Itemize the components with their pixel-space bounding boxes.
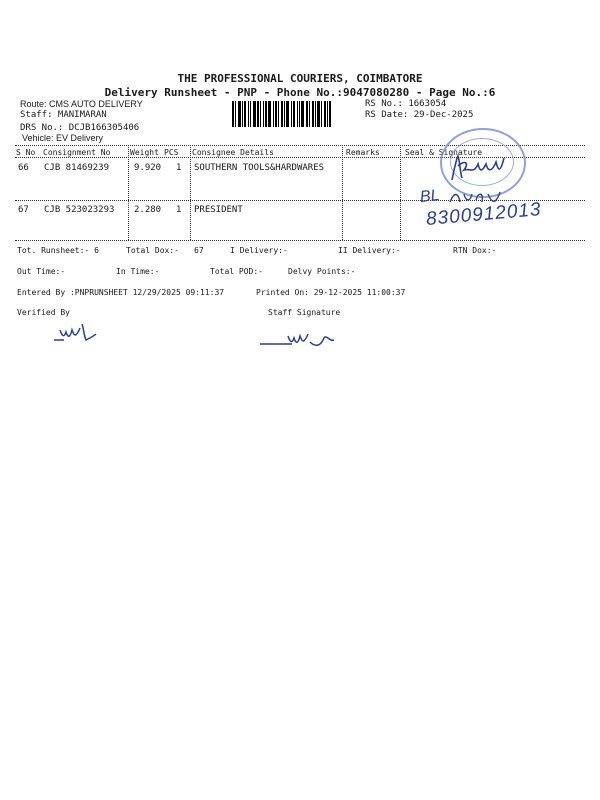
row-pcs: 1: [176, 163, 182, 173]
row-consignee: SOUTHERN TOOLS&HARDWARES: [194, 163, 325, 173]
i-delivery: I Delivery:-: [230, 246, 288, 255]
col-header-weight: Weight: [130, 148, 159, 157]
row-sno: 66: [18, 163, 29, 173]
row-pcs: 1: [176, 205, 182, 215]
rs-date: RS Date: 29-Dec-2025: [365, 110, 474, 120]
col-divider-weight: [128, 145, 129, 240]
verifier-signature: [50, 320, 100, 344]
col-header-remarks: Remarks: [346, 148, 380, 157]
total-pod: Total POD:-: [210, 267, 263, 276]
staff-label: Staff: MANIMARAN: [20, 110, 107, 120]
total-dox-label: Total Dox:-: [126, 246, 179, 255]
table-bottom-rule: [15, 240, 585, 241]
col-header-consignee: Consignee Details: [192, 148, 274, 157]
row-consignee: PRESIDENT: [194, 205, 243, 215]
drs-number: DRS No.: DCJB166305406: [20, 123, 140, 133]
col-divider-consignee: [190, 145, 191, 240]
staff-signature-label: Staff Signature: [268, 308, 341, 317]
delvy-points: Delvy Points:-: [288, 267, 356, 276]
col-header-seal: Seal & Signature: [405, 148, 483, 157]
printed-on: Printed On: 29-12-2025 11:00:37: [256, 288, 406, 297]
verified-by-label: Verified By: [17, 308, 70, 317]
handwritten-note: BL: [419, 187, 441, 206]
company-title: THE PROFESSIONAL COURIERS, COIMBATORE: [177, 72, 423, 85]
entered-by: Entered By :PNPRUNSHEET 12/29/2025 09:11:37: [17, 288, 225, 297]
col-header-pcs: PCS: [164, 148, 179, 157]
row-consignment: CJB 81469239: [44, 163, 110, 173]
col-header-sno: S No: [16, 148, 36, 157]
out-time: Out Time:-: [17, 267, 66, 276]
col-header-consignment: Consignment No: [43, 148, 111, 157]
rtn-dox: RTN Dox:-: [453, 246, 497, 255]
runsheet-subtitle: Delivery Runsheet - PNP - Phone No.:9047080280 - Page No.:6: [104, 86, 496, 99]
ii-delivery: II Delivery:-: [338, 246, 401, 255]
row-weight: 2.280: [134, 205, 162, 215]
rs-number: RS No.: 1663054: [365, 99, 447, 109]
staff-signature: [258, 326, 338, 350]
col-divider-remarks: [342, 145, 343, 240]
row-consignment: CJB 523023293: [44, 205, 115, 215]
route-label: Route: CMS AUTO DELIVERY: [20, 99, 143, 109]
total-dox-value: 67: [194, 246, 204, 255]
vehicle-label: Vehicle: EV Delivery: [22, 133, 104, 143]
in-time: In Time:-: [116, 267, 160, 276]
barcode-image: [232, 101, 360, 127]
receiver-signature-row66: [448, 150, 508, 186]
row-sno: 67: [18, 205, 29, 215]
tot-runsheet: Tot. Runsheet:- 6: [17, 246, 99, 255]
col-divider-seal: [400, 145, 401, 240]
row-weight: 9.920: [134, 163, 162, 173]
handwritten-phone: 8300912013: [425, 199, 543, 231]
